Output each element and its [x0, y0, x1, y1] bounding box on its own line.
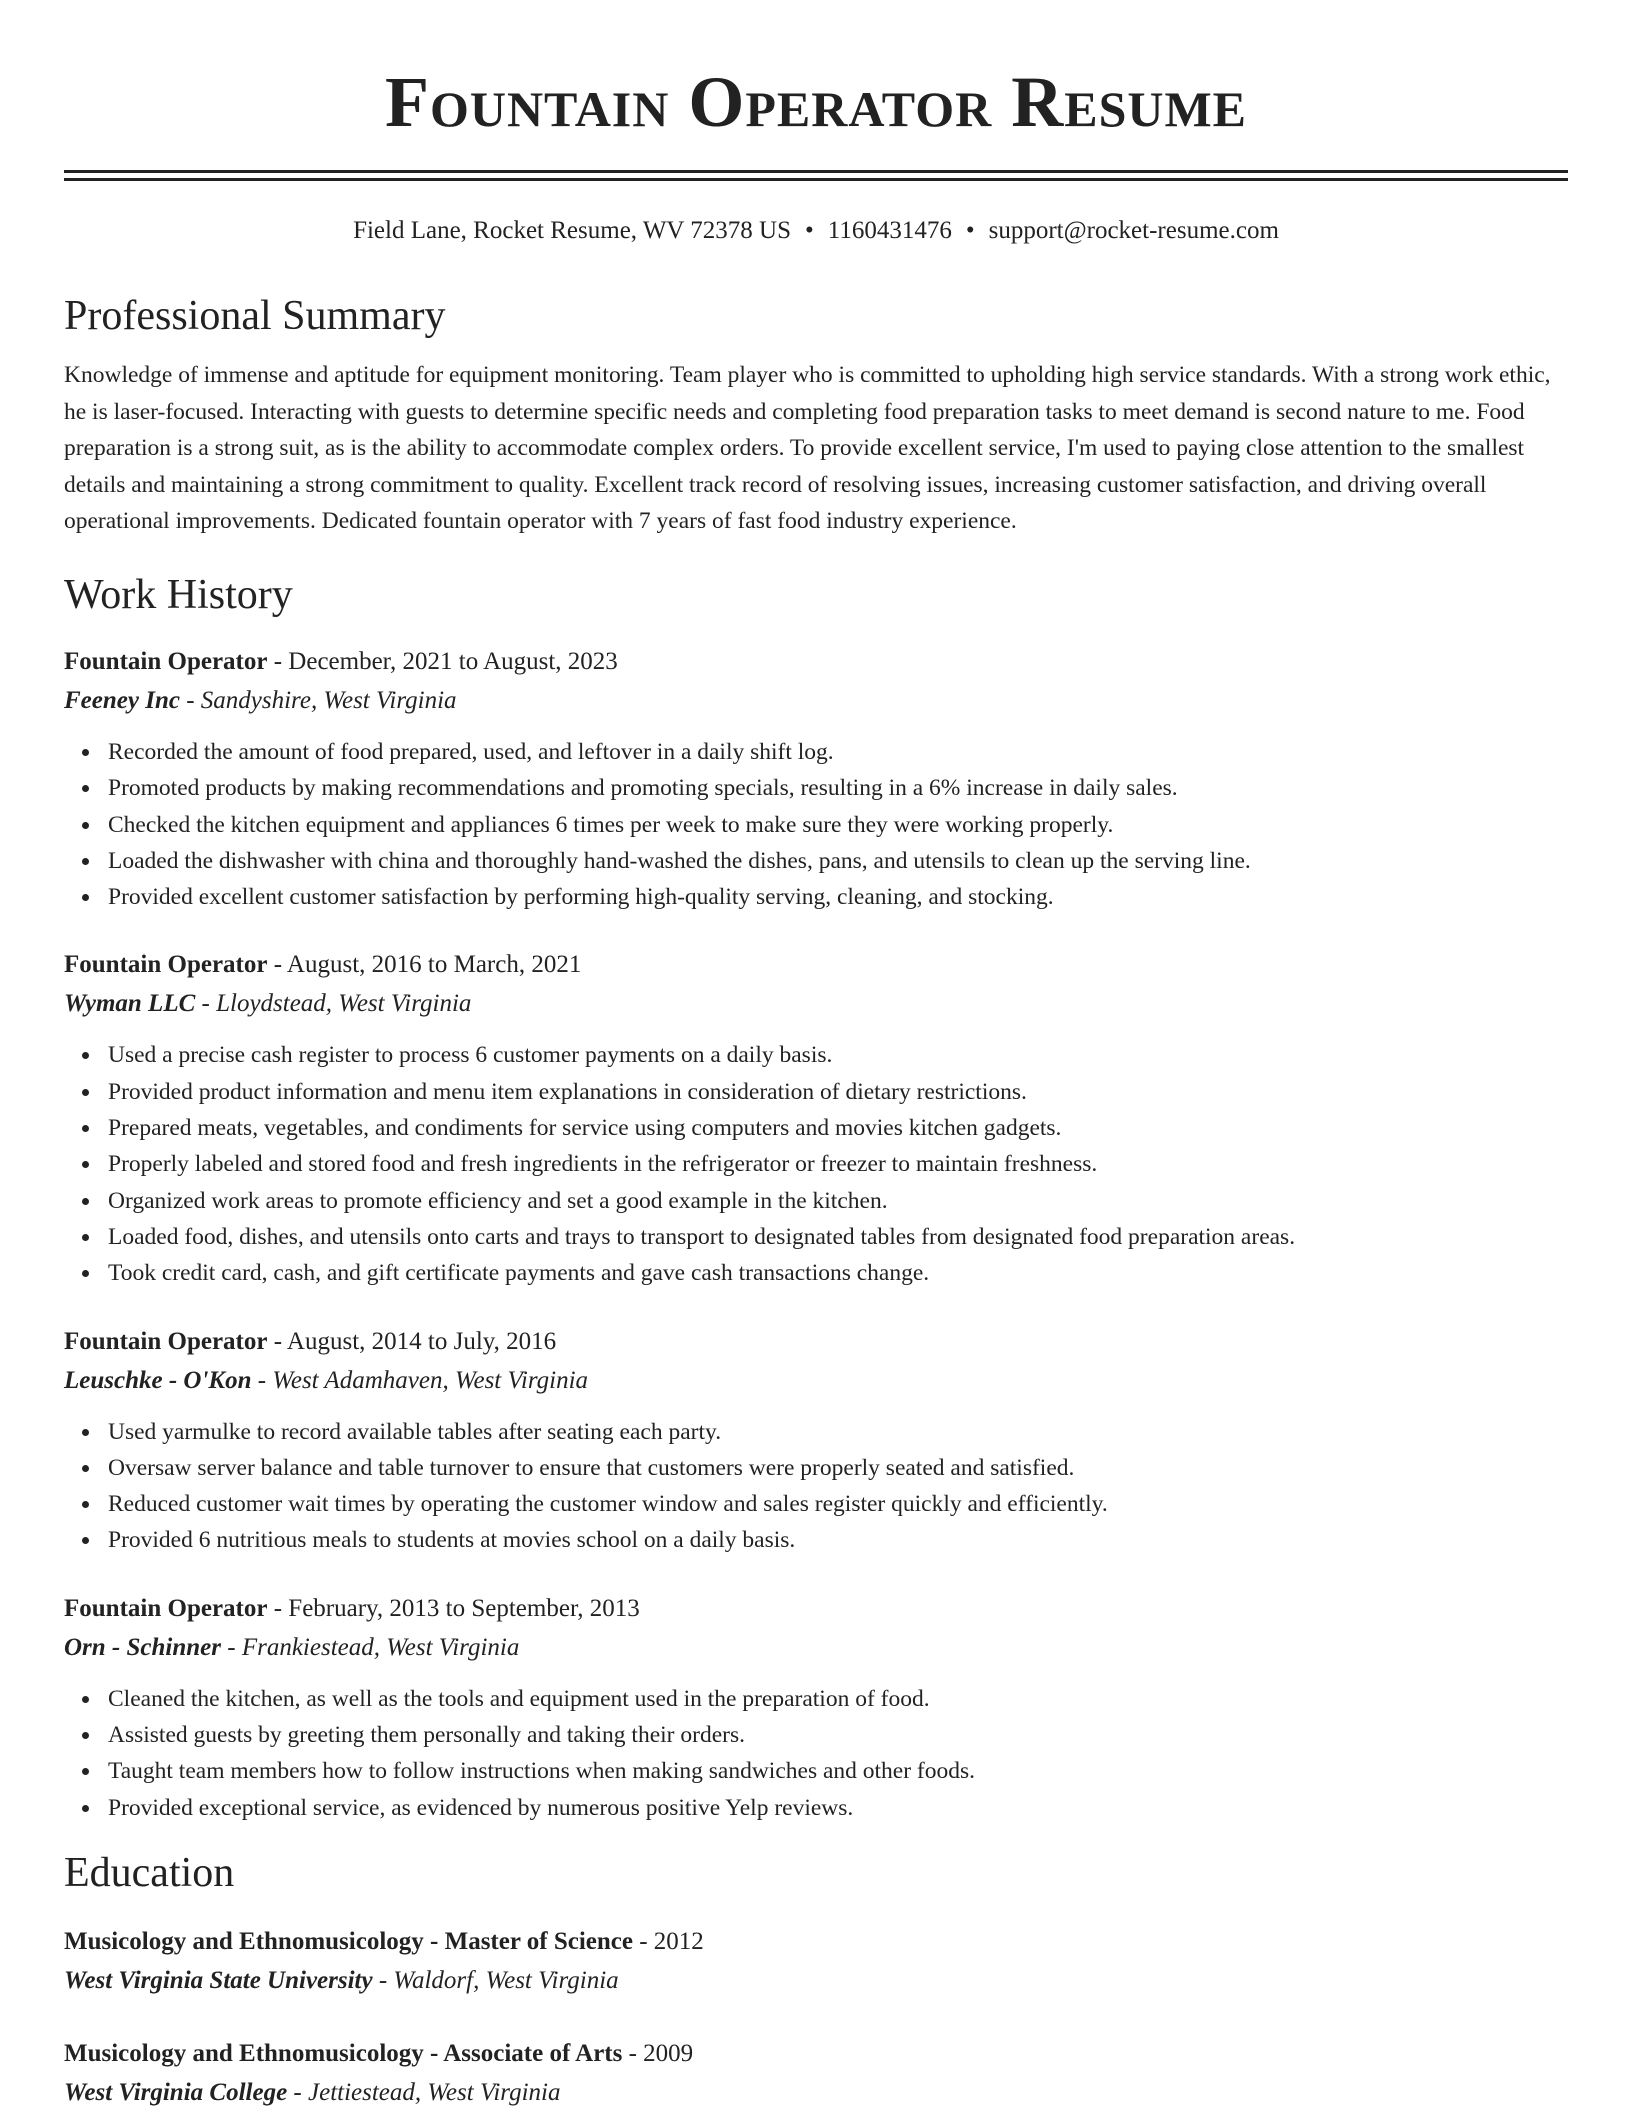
job-title: Fountain Operator	[64, 1594, 268, 1622]
degree-year: - 2009	[622, 2039, 694, 2067]
contact-separator: •	[805, 217, 814, 244]
title-double-rule	[64, 170, 1568, 181]
job-bullet: Assisted guests by greeting them personally and taking their orders.	[108, 1717, 1568, 1753]
contact-line	[64, 215, 1568, 247]
company-line	[64, 985, 1568, 1023]
job-bullet-list	[64, 1681, 1568, 1826]
job-bullet: Used yarmulke to record available tables after seating each party.	[108, 1414, 1568, 1450]
job-bullet: Cleaned the kitchen, as well as the tools and equipment used in the preparation of food.	[108, 1681, 1568, 1717]
resume-title: Fountain Operator Resume	[384, 62, 1248, 142]
company-location: - Sandyshire, West Virginia	[179, 686, 457, 714]
company-line	[64, 1629, 1568, 1667]
job-bullet: Loaded food, dishes, and utensils onto carts and trays to transport to designated tables from designated food preparation areas.	[108, 1219, 1568, 1255]
job-bullet: Taught team members how to follow instructions when making sandwiches and other foods.	[108, 1753, 1568, 1789]
job-bullet: Organized work areas to promote efficiency and set a good example in the kitchen.	[108, 1183, 1568, 1219]
school-location: - Jettiestead, West Virginia	[287, 2078, 561, 2106]
education-entry	[64, 1922, 1568, 2000]
job-bullet: Provided exceptional service, as evidenced by numerous positive Yelp reviews.	[108, 1790, 1568, 1826]
contact-phone: 1160431476	[827, 217, 952, 244]
job-bullet: Reduced customer wait times by operating the customer window and sales register quickly and efficiently.	[108, 1486, 1568, 1522]
job-entry	[64, 1589, 1568, 1826]
company-line	[64, 1362, 1568, 1400]
education-list	[64, 1922, 1568, 2112]
company-name: Feeney Inc	[64, 686, 180, 714]
job-title-line	[64, 945, 1568, 985]
company-location: - West Adamhaven, West Virginia	[251, 1366, 589, 1394]
job-title-line	[64, 1322, 1568, 1362]
school-name: West Virginia College	[64, 2078, 288, 2106]
school-name: West Virginia State University	[64, 1966, 373, 1994]
degree-name: Musicology and Ethnomusicology - Associate of Arts	[64, 2039, 623, 2067]
education-heading: Education	[64, 1849, 235, 1896]
job-bullet: Provided excellent customer satisfaction by performing high-quality serving, cleaning, and stocking.	[108, 879, 1568, 915]
job-bullet: Recorded the amount of food prepared, used, and leftover in a daily shift log.	[108, 734, 1568, 770]
job-bullet-list	[64, 734, 1568, 915]
job-entry	[64, 1322, 1568, 1559]
contact-email: support@rocket-resume.com	[988, 217, 1279, 244]
work-history-list	[64, 642, 1568, 1826]
job-dates: - February, 2013 to September, 2013	[267, 1594, 640, 1622]
job-bullet-list	[64, 1037, 1568, 1291]
job-bullet: Oversaw server balance and table turnover to ensure that customers were properly seated and satisfied.	[108, 1450, 1568, 1486]
summary-text: Knowledge of immense and aptitude for equipment monitoring. Team player who is committed to upholding high service standards. With a strong work ethic, he is laser-focused. Interacting with guests to determine specific needs and completing food preparation tasks to meet demand is second nature to me. Food preparation is a strong suit, as is the ability to accommodate complex orders. To provide excellent service, I'm used to paying close attention to the smallest details and maintaining a strong commitment to quality. Excellent track record of resolving issues, increasing customer satisfaction, and driving overall operational improvements. Dedicated fountain operator with 7 years of fast food industry experience.	[64, 362, 1551, 535]
degree-line	[64, 1922, 1568, 1962]
job-bullet: Provided 6 nutritious meals to students at movies school on a daily basis.	[108, 1522, 1568, 1558]
school-line	[64, 2074, 1568, 2112]
degree-name: Musicology and Ethnomusicology - Master of Science	[64, 1927, 633, 1955]
job-entry	[64, 642, 1568, 915]
company-location: - Lloydstead, West Virginia	[195, 990, 472, 1018]
job-bullet: Properly labeled and stored food and fresh ingredients in the refrigerator or freezer to maintain freshness.	[108, 1146, 1568, 1182]
company-location: - Frankiestead, West Virginia	[221, 1633, 520, 1661]
contact-separator: •	[965, 217, 975, 244]
job-title: Fountain Operator	[64, 647, 268, 675]
job-title-line	[64, 642, 1568, 682]
contact-address: Field Lane, Rocket Resume, WV 72378 US	[353, 217, 791, 244]
job-dates: - August, 2014 to July, 2016	[267, 1327, 557, 1355]
job-entry	[64, 945, 1568, 1291]
job-dates: - December, 2021 to August, 2023	[267, 647, 618, 675]
degree-line	[64, 2034, 1568, 2074]
company-name: Orn - Schinner	[64, 1633, 221, 1661]
job-bullet: Used a precise cash register to process 6 customer payments on a daily basis.	[108, 1037, 1568, 1073]
job-title: Fountain Operator	[64, 1327, 268, 1355]
company-name: Wyman LLC	[64, 990, 196, 1018]
job-bullet-list	[64, 1414, 1568, 1559]
job-bullet: Loaded the dishwasher with china and thoroughly hand-washed the dishes, pans, and utensils to clean up the serving line.	[108, 843, 1568, 879]
company-name: Leuschke - O'Kon	[64, 1366, 252, 1394]
job-bullet: Provided product information and menu item explanations in consideration of dietary restrictions.	[108, 1074, 1568, 1110]
summary-heading: Professional Summary	[64, 293, 446, 339]
school-location: - Waldorf, West Virginia	[372, 1966, 619, 1994]
job-title: Fountain Operator	[64, 951, 268, 979]
job-bullet: Prepared meats, vegetables, and condiments for service using computers and movies kitchen gadgets.	[108, 1110, 1568, 1146]
job-title-line	[64, 1589, 1568, 1629]
education-entry	[64, 2034, 1568, 2112]
job-dates: - August, 2016 to March, 2021	[267, 951, 582, 979]
work-history-heading: Work History	[64, 571, 293, 618]
company-line	[64, 682, 1568, 720]
job-bullet: Checked the kitchen equipment and appliances 6 times per week to make sure they were working properly.	[108, 807, 1568, 843]
degree-year: - 2012	[632, 1927, 704, 1955]
school-line	[64, 1962, 1568, 2000]
job-bullet: Took credit card, cash, and gift certificate payments and gave cash transactions change.	[108, 1255, 1568, 1291]
job-bullet: Promoted products by making recommendations and promoting specials, resulting in a 6% increase in daily sales.	[108, 770, 1568, 806]
